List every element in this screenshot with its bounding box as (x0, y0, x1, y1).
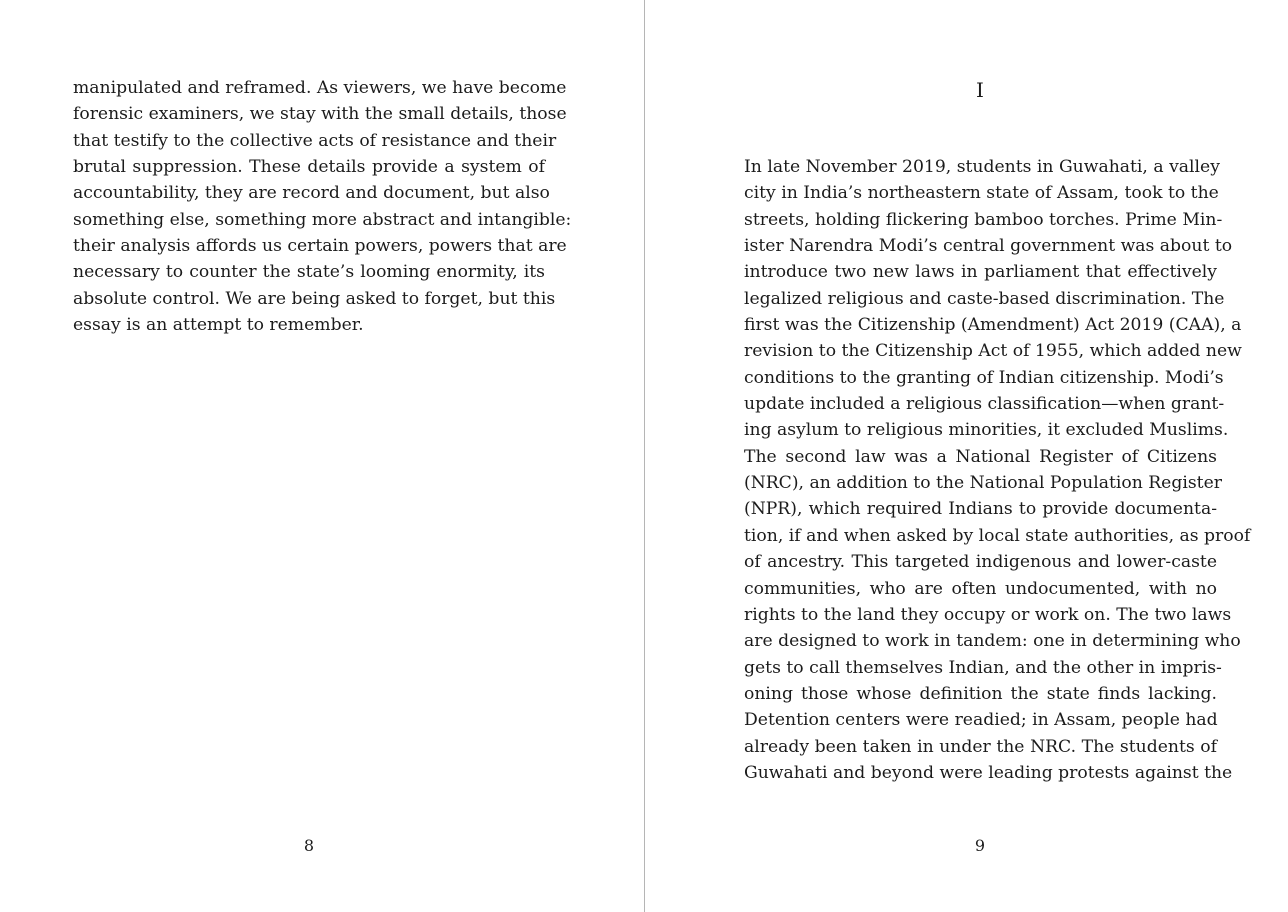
body-text-line: Detention centers were readied; in Assam, people had (744, 710, 1218, 731)
body-text-line: The second law was a National Register of Citizens (744, 446, 1217, 467)
right-page (645, 0, 1288, 912)
body-text-line: revision to the Citizenship Act of 1955, which added new (744, 341, 1242, 362)
body-text-line: necessary to counter the state’s looming enormity, its (73, 262, 545, 283)
body-text-line: In late November 2019, students in Guwahati, a valley (744, 157, 1220, 177)
body-text-line: their analysis affords us certain powers, powers that are (73, 236, 567, 257)
body-text-line: communities, who are often undocumented, with no (744, 578, 1217, 599)
page-number-right: 9 (974, 836, 986, 855)
body-text-line: legalized religious and caste-based discrimination. The (744, 288, 1225, 309)
body-text-line: something else, something more abstract and intangible: (73, 209, 572, 230)
body-text-line: tion, if and when asked by local state authorities, as proof (744, 525, 1251, 546)
body-text-line: absolute control. We are being asked to forget, but this (73, 288, 556, 309)
body-text-line: already been taken in under the NRC. The students of (744, 736, 1217, 757)
body-text-line: introduce two new laws in parliament that effectively (744, 262, 1217, 283)
body-text-line: are designed to work in tandem: one in determining who (744, 631, 1241, 652)
body-text-line: update included a religious classification—when grant- (744, 394, 1225, 415)
section-heading-numeral: I (976, 78, 984, 102)
body-text-line: city in India’s northeastern state of Assam, took to the (744, 183, 1219, 204)
body-text-line: essay is an attempt to remember. (73, 315, 364, 336)
body-text-line: (NRC), an addition to the National Population Register (744, 473, 1222, 494)
left-page-body-text (73, 75, 572, 338)
body-text-line: forensic examiners, we stay with the small details, those (73, 104, 567, 125)
body-text-line: rights to the land they occupy or work on. The two laws (744, 604, 1232, 625)
body-text-line: manipulated and reframed. As viewers, we have become (73, 78, 567, 98)
body-text-line: conditions to the granting of Indian citizenship. Modi’s (744, 367, 1224, 388)
body-text-line: ing asylum to religious minorities, it excluded Muslims. (744, 420, 1229, 441)
page-number-left: 8 (303, 836, 315, 855)
body-text-line: oning those whose definition the state finds lacking. (744, 683, 1217, 704)
body-text-line: (NPR), which required Indians to provide documenta- (744, 499, 1217, 520)
body-text-line: first was the Citizenship (Amendment) Act 2019 (CAA), a (744, 315, 1242, 336)
body-text-line: streets, holding flickering bamboo torches. Prime Min- (744, 209, 1223, 230)
body-text-line: that testify to the collective acts of resistance and their (73, 130, 557, 151)
body-text-line: Guwahati and beyond were leading protests against the (744, 762, 1233, 783)
body-text-line: gets to call themselves Indian, and the other in impris- (744, 657, 1222, 678)
right-page-body-text (744, 154, 1251, 786)
body-text-line: ister Narendra Modi’s central government was about to (744, 236, 1233, 257)
body-text-line: accountability, they are record and document, but also (73, 183, 550, 204)
body-text-line: of ancestry. This targeted indigenous and lower-caste (744, 552, 1217, 573)
body-text-line: brutal suppression. These details provide a system of (73, 157, 545, 178)
